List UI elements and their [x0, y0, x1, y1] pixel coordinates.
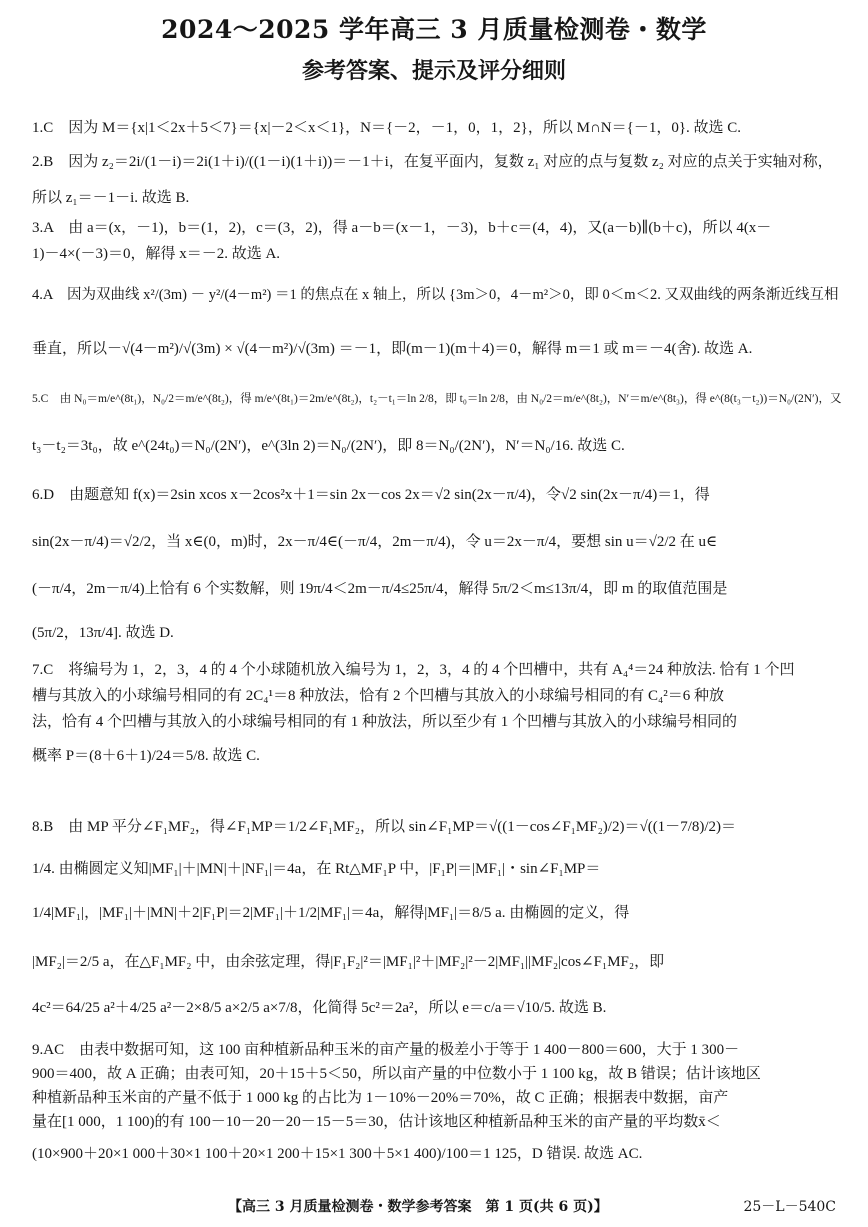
- page-title: 2024～2025 学年高三 3 月质量检测卷・数学: [161, 15, 707, 44]
- answer-line: |MF₂|＝2/5 a，在△F₁MF₂ 中，由余弦定理，得|F₁F₂|²＝|MF₁|²＋|MF₂|²－2|MF₁||MF₂|cos∠F₁MF₂，即: [32, 954, 665, 970]
- footer-code: 25－L－540C: [743, 1199, 836, 1215]
- answer-line: 1/4. 由椭圆定义知|MF₁|＋|MN|＋|NF₁|＝4a，在 Rt△MF₁P 中，|F₁P|＝|MF₁|・sin∠F₁MP＝: [32, 861, 601, 877]
- answer-line: 2.B 因为 z₂＝2i/(1－i)＝2i(1＋i)/((1－i)(1＋i))＝－1＋i，在复平面内，复数 z₁ 对应的点与复数 z₂ 对应的点关于实轴对称，: [32, 154, 833, 170]
- answer-line: (5π/2，13π/4]. 故选 D.: [32, 625, 174, 641]
- answer-line: (10×900＋20×1 000＋30×1 100＋20×1 200＋15×1 300＋5×1 400)/100＝1 125，D 错误. 故选 AC.: [32, 1146, 643, 1162]
- answer-line: 概率 P＝(8＋6＋1)/24＝5/8. 故选 C.: [32, 748, 260, 764]
- answer-line: 1/4|MF₁|，|MF₁|＋|MN|＋2|F₁P|＝2|MF₁|＋1/2|MF₁|＝4a，解得|MF₁|＝8/5 a. 由椭圆的定义，得: [32, 905, 630, 921]
- answer-line: 法，恰有 4 个凹槽与其放入的小球编号相同的有 1 种放法，所以至少有 1 个凹槽与其放入的小球编号相同的: [32, 714, 738, 730]
- answer-line: 4c²＝64/25 a²＋4/25 a²－2×8/5 a×2/5 a×7/8，化简得 5c²＝2a²，所以 e＝c/a＝√10/5. 故选 B.: [32, 1000, 607, 1016]
- answer-line: 1.C 因为 M＝{x|1＜2x＋5＜7}＝{x|－2＜x＜1}，N＝{－2，－1，0，1，2}，所以 M∩N＝{－1，0}. 故选 C.: [32, 120, 742, 136]
- answer-line: 槽与其放入的小球编号相同的有 2C₄¹＝8 种放法，恰有 2 个凹槽与其放入的小球编号相同的有 C₄²＝6 种放: [32, 688, 724, 704]
- answer-line: 9.AC 由表中数据可知，这 100 亩种植新品种玉米的亩产量的极差小于等于 1 400－800＝600，大于 1 300－: [32, 1042, 740, 1058]
- answer-line: 900＝400，故 A 正确；由表可知，20＋15＋5＜50，所以亩产量的中位数小于 1 100 kg，故 B 错误；估计该地区: [32, 1066, 761, 1082]
- answer-line: 所以 z₁＝－1－i. 故选 B.: [32, 190, 190, 206]
- answer-line: 3.A 由 a＝(x，－1)，b＝(1，2)，c＝(3，2)，得 a－b＝(x－1，－3)，b＋c＝(4，4)，又(a－b)∥(b＋c)，所以 4(x－: [32, 220, 772, 236]
- answer-line: 8.B 由 MP 平分∠F₁MF₂，得∠F₁MP＝1/2∠F₁MF₂，所以 sin∠F₁MP＝√((1－cos∠F₁MF₂)/2)＝√((1－7/8)/2)＝: [32, 819, 737, 835]
- answer-line: (－π/4，2m－π/4)上恰有 6 个实数解，则 19π/4＜2m－π/4≤25π/4，解得 5π/2＜m≤13π/4，即 m 的取值范围是: [32, 581, 728, 597]
- answer-line: 6.D 由题意知 f(x)＝2sin xcos x－2cos²x＋1＝sin 2x－cos 2x＝√2 sin(2x－π/4)，令√2 sin(2x－π/4)＝1，得: [32, 487, 710, 503]
- footer-page-info: 【高三 3 月质量检测卷・数学参考答案 第 1 页(共 6 页)】: [228, 1199, 608, 1215]
- answer-line: 垂直，所以－√(4－m²)/√(3m) × √(4－m²)/√(3m) ＝－1，即(m－1)(m＋4)＝0，解得 m＝1 或 m＝－4(舍). 故选 A.: [32, 341, 753, 357]
- answer-line: 1)－4×(－3)＝0，解得 x＝－2. 故选 A.: [32, 246, 281, 262]
- answer-line: 量在[1 000，1 100)的有 100－10－20－20－15－5＝30，估计该地区种植新品种玉米的亩产量的平均数x̄＜: [32, 1114, 721, 1130]
- answer-line: 5.C 由 N₀＝m/e^(8t₁)，N₀/2＝m/e^(8t₂)，得 m/e^(8t₁)＝2m/e^(8t₂)，t₂－t₁＝ln 2/8，即 t₀＝ln 2/8，由 N₀/2＝m/e^(8t₂)，N′＝m/e^(8t₃)，得 e^(8(t₃－t₂))＝N₀/(2N′)，又: [32, 393, 842, 405]
- answer-line: t₃－t₂＝3t₀，故 e^(24t₀)＝N₀/(2N′)，e^(3ln 2)＝N₀/(2N′)，即 8＝N₀/(2N′)，N′＝N₀/16. 故选 C.: [32, 438, 625, 454]
- page-subtitle: 参考答案、提示及评分细则: [301, 58, 566, 84]
- answer-line: sin(2x－π/4)＝√2/2，当 x∈(0，m)时，2x－π/4∈(－π/4，2m－π/4)，令 u＝2x－π/4，要想 sin u＝√2/2 在 u∈: [32, 534, 718, 550]
- answer-line: 7.C 将编号为 1，2，3，4 的 4 个小球随机放入编号为 1，2，3，4 的 4 个凹槽中，共有 A₄⁴＝24 种放法. 恰有 1 个凹: [32, 662, 795, 678]
- answer-line: 4.A 因为双曲线 x²/(3m) － y²/(4－m²) ＝1 的焦点在 x 轴上，所以 {3m＞0，4－m²＞0，即 0＜m＜2. 又双曲线的两条渐近线互相: [32, 287, 839, 303]
- answer-line: 种植新品种玉米亩的产量不低于 1 000 kg 的占比为 1－10%－20%＝70%，故 C 正确；根据表中数据，亩产: [32, 1090, 729, 1106]
